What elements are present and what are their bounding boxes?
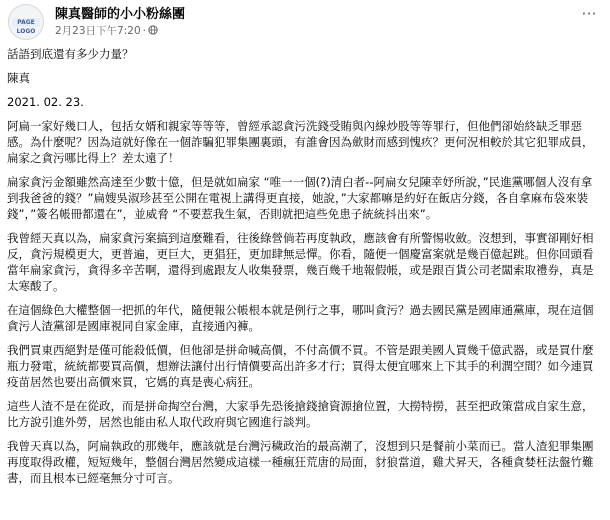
- post-paragraph: 阿扁一家好幾口人，包括女婿和親家等等等，曾經承認貪污洗錢受賄與內線炒股等等罪行，但他們卻始終缺乏罪惡感。為什麼呢？因為這就好像在一個詐騙犯罪集團裏頭，有誰會因為歛財而感到愧疚？更何況相較於其它犯罪成員，扁家之貪污哪比得上？差太遠了！: [7, 119, 594, 165]
- post-paragraph: 在這個綠色大權整個一把抓的年代，隨便報公帳根本就是例行之事，哪叫貪污？過去國民黨是國庫通黨庫，現在這個貪污人渣黨卻是國庫視同自家金庫，直接通內褲。: [7, 303, 594, 333]
- globe-icon: [148, 25, 158, 37]
- avatar-logo-text: PAGE LOGO: [16, 19, 36, 35]
- more-options-button[interactable]: ···: [581, 4, 597, 23]
- post-author: 陳真: [7, 71, 30, 85]
- post-date-link[interactable]: 2月23日下午7:20: [55, 25, 141, 37]
- post-paragraph: 這些人渣不是在從政，而是拼命掏空台灣，大家爭先恐後搶錢搶資源搶位置，大撈特撈，甚至把政策當成自家生意，比方說引進外勞，居然也能由私人取代政府與它國進行談判。: [7, 399, 594, 429]
- page-avatar[interactable]: [8, 4, 44, 40]
- post-paragraph: 我曾天真以為，阿扁執政的那幾年，應該就是台灣污穢政治的最高潮了，沒想到只是餐前小菜而已。當人渣犯罪集團再度取得政權，短短幾年，整個台灣居然變成這樣一種瘋狂荒唐的局面，豺狼當道，雞犬昇天，各種貪婪枉法盤竹難書，而且根本已經毫無分寸可言。: [7, 439, 594, 485]
- post-paragraph: 扁家貪污金額雖然高達至少數十億，但是就如扁家 “唯一一個(?)清白者--阿扁女兒陳幸妤所說，”民進黨哪個人沒有拿到我爸爸的錢？”扁嫂吳淑珍甚至公開在電視上講得更直接，她說，”大家都嘛是約好在飯店分錢，各自拿麻布袋來裝錢”，”簽名帳冊都還在”，並威脅 “不要惹我生氣，否則就把這些免患子統統抖出來”。: [7, 175, 593, 221]
- meta-separator: ·: [142, 25, 146, 37]
- post-meta: [55, 23, 158, 38]
- post-header: [0, 0, 610, 44]
- post-body: [7, 46, 603, 494]
- post-body-date: 2021. 02. 23.: [7, 95, 84, 109]
- post-paragraph: 我們買東西絕對是僅可能殺低價，但他卻是拼命喊高價，不付高價不買。不管是跟美國人買幾千億武器，或是買什麼瓶力發電，統統都要買高價，想辦法讓付出行情價要高出許多才行；買得太便宜哪來上下其手的利潤空間？如今連買疫苗居然也要出高價來買，它媽的真是喪心病狂。: [7, 343, 594, 389]
- page-name-link[interactable]: 陳真醫師的小小粉絲團: [55, 7, 186, 22]
- post-title: 話語到底還有多少力量？: [7, 47, 134, 61]
- post-paragraph: 我曾經天真以為，扁家貪污案搞到這麼難看，往後綠營倘若再度執政，應該會有所警惕收斂。沒想到，事實卻剛好相反，貪污規模更大，更普遍，更巨大，更猖狂，更加肆無忌憚。你看，隨便一個慶富案就是幾百億起跳。但你回頭看當年扁家貪污，貪得多辛苦啊，還得到處跟友人收集發票，幾百幾千地報假帳，或是跟百貨公司老闆索取禮券，真是太寒酸了。: [7, 231, 594, 293]
